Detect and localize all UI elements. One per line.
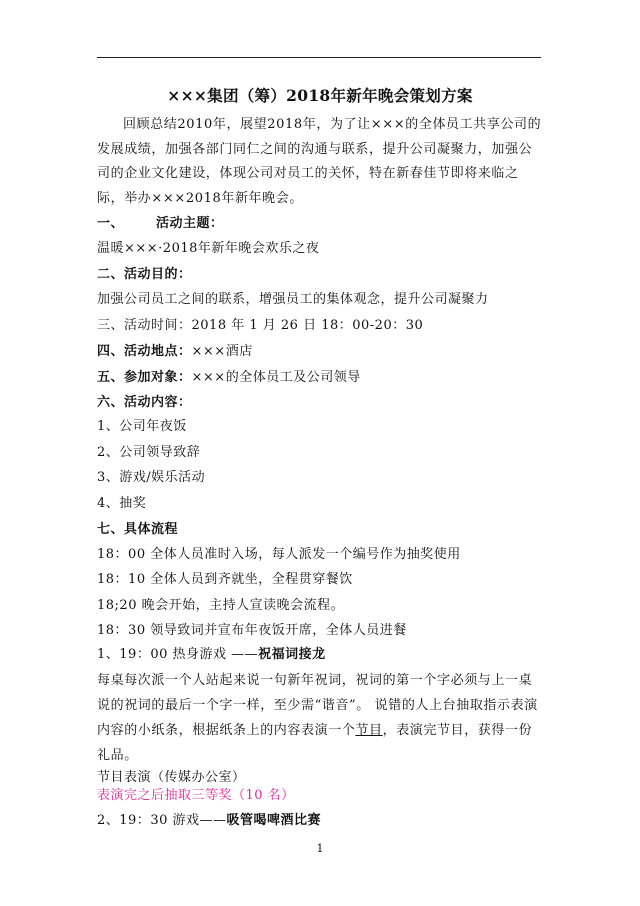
flow-item: 18：10 全体人员到齐就坐，全程贯穿餐饮 [97, 572, 353, 587]
flow-item: 18;20 晚会开始，主持人宣读晚会流程。 [97, 598, 345, 613]
content-item: 3、游戏/娱乐活动 [97, 470, 206, 485]
game1-desc-a: 每桌每次派一个人站起来说一句新年祝词，祝词的第一个字必须与上一桌说的祝词的最后一个字一样，至少需“谐音”。 说错的人上台抽取指示表演内容的小纸条，根据纸条上的内容表演一个 [97, 673, 538, 738]
theme-text: 温暖×××·2018年新年晚会欢乐之夜 [97, 241, 320, 256]
game1-name: 祝福词接龙 [258, 647, 326, 662]
performance-line: 节目表演（传媒办公室） [97, 770, 246, 785]
flow-heading: 七、具体流程 [97, 522, 179, 537]
place-heading: 四、活动地点： [97, 344, 192, 359]
game2-row [97, 811, 545, 831]
people-text: ×××的全体员工及公司领导 [191, 370, 361, 385]
header-rule [97, 57, 541, 58]
content-item: 1、公司年夜饭 [97, 419, 187, 434]
page-number: 1 [316, 842, 324, 855]
theme-heading [97, 214, 545, 234]
purpose-text: 加强公司员工之间的联系，增强员工的集体观念，提升公司凝聚力 [97, 292, 489, 307]
game2-prefix: 2、19：30 游戏—— [97, 813, 227, 828]
people-heading: 五、参加对象： [97, 370, 192, 385]
intro-paragraph: 回顾总结2010年，展望2018年，为了让×××的全体员工共享公司的发展成绩，加强各部门同仁之间的沟通与联系，提升公司凝聚力，加强公司的企业文化建设，体现公司对员工的关怀，特在新春佳节即将来临之际，举办×××2018年新年晚会。 [97, 117, 542, 206]
document-title: ×××集团（筹）2018年新年晚会策划方案 [167, 86, 473, 105]
game2-name: 吸管喝啤酒比赛 [226, 813, 322, 828]
time-text: 2018 年 1 月 26 日 18：00-20：30 [191, 318, 424, 333]
time-row [97, 316, 545, 336]
place-text: ×××酒店 [191, 344, 253, 359]
game1-prefix: 1、19：00 热身游戏 —— [97, 647, 259, 662]
game1-row [97, 645, 545, 665]
game1-description [97, 668, 545, 768]
theme-heading-label: 活动主题： [156, 216, 224, 231]
place-row [97, 342, 545, 362]
theme-heading-number: 一、 [97, 216, 125, 231]
flow-item: 18：30 领导致词并宣布年夜饭开席，全体人员进餐 [97, 623, 407, 638]
flow-item: 18：00 全体人员准时入场，每人派发一个编号作为抽奖使用 [97, 547, 461, 562]
purpose-heading: 二、活动目的： [97, 267, 192, 282]
people-row [97, 368, 545, 388]
content-item: 4、抽奖 [97, 496, 147, 511]
game1-desc-underlined: 节目 [355, 723, 383, 738]
time-heading: 三、活动时间： [97, 318, 192, 333]
lottery-line: 表演完之后抽取三等奖（10 名） [97, 788, 295, 803]
content-heading: 六、活动内容： [97, 395, 192, 410]
content-item: 2、公司领导致辞 [97, 445, 201, 460]
game1-desc-b: ，表演完节目，获得一份礼品。 [97, 723, 533, 763]
